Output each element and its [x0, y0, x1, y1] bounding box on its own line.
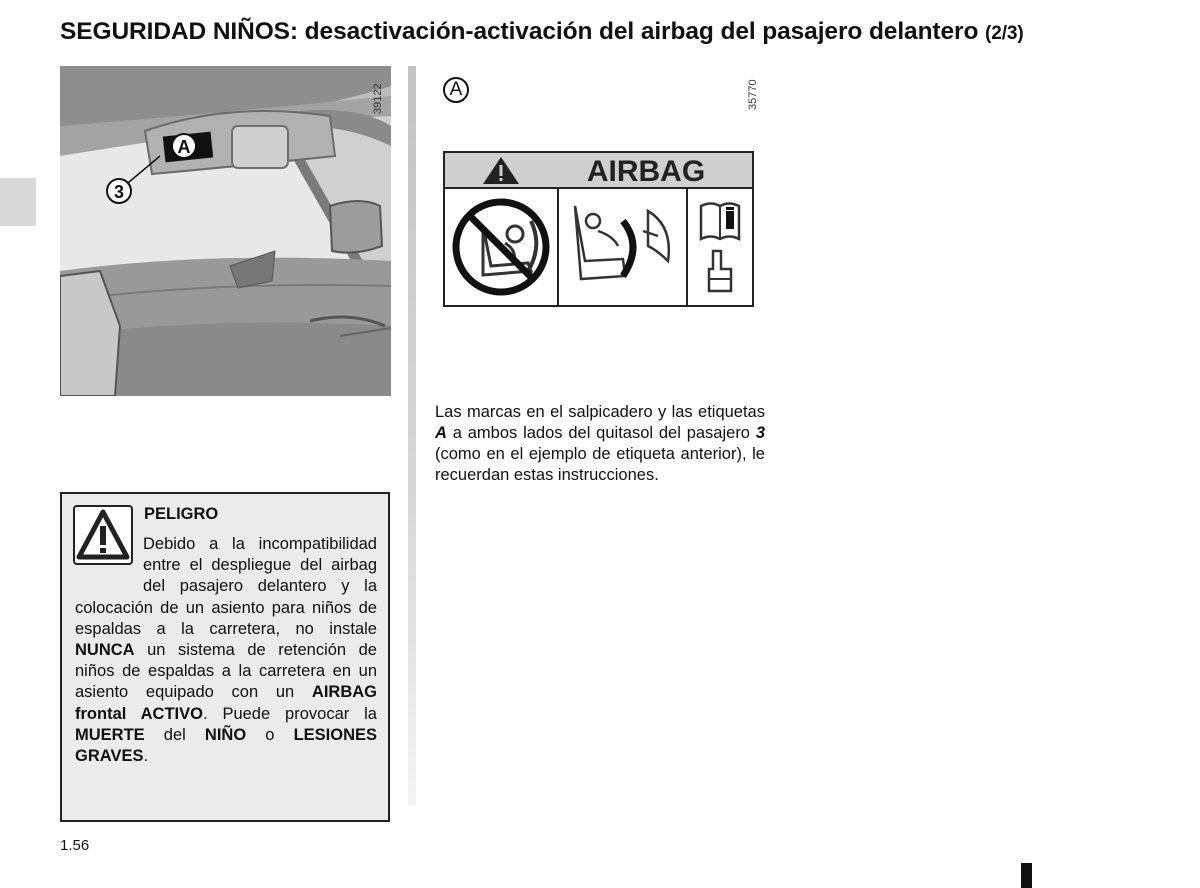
text-run: . Puede provocar la — [202, 704, 377, 723]
airbag-label-text: AIRBAG — [586, 155, 706, 188]
text-run: un sistema de retención de niños de espaldas a la carretera en un asiento equipado con un — [75, 641, 377, 702]
text-run: AIRBAG frontal ACTIVO — [75, 683, 377, 723]
callout-a-label: A — [177, 137, 191, 157]
text-run: a ambos lados del quitasol del pasajero — [446, 424, 756, 442]
airbag-label-description — [435, 402, 765, 486]
page-title-main: SEGURIDAD NIÑOS: desactivación-activación del airbag del pasajero delantero — [60, 18, 979, 45]
no-rear-facing-seat-icon — [456, 202, 546, 292]
text-run: NIÑO — [204, 725, 247, 744]
text-run: o — [246, 725, 294, 744]
text-run: LESIONES GRAVES — [75, 725, 377, 766]
text-run: Debido a la incompatibilidad entre el despliegue del airbag del pasajero delantero y la colocación de un asiento para niños de espaldas a la carretera, no instale — [75, 535, 377, 638]
danger-text — [75, 534, 377, 767]
label-marker-a: A — [443, 77, 469, 103]
danger-warning-box — [60, 492, 390, 822]
chapter-tab — [0, 178, 36, 226]
text-run: (como en el ejemplo de etiqueta anterior), le recuerdan estas instrucciones. — [435, 445, 765, 484]
text-run: 3 — [755, 424, 765, 442]
callout-3-label: 3 — [113, 182, 125, 202]
text-run: NUNCA — [75, 641, 135, 660]
text-run: del — [144, 725, 205, 744]
photo-reference-code: 39122 — [372, 83, 384, 114]
page-title — [60, 18, 1024, 46]
sun-visor-photo — [60, 66, 391, 396]
danger-heading: PELIGRO — [144, 505, 219, 523]
column-divider — [408, 66, 416, 806]
text-run: MUERTE — [75, 725, 145, 744]
airbag-warning-label — [443, 151, 754, 307]
page-edge-marker — [1021, 863, 1032, 888]
page-number: 1.56 — [60, 837, 90, 854]
text-run: A — [435, 424, 447, 442]
page-title-suffix: (2/3) — [985, 23, 1024, 44]
text-run: Las marcas en el salpicadero y las etiquetas — [435, 403, 765, 421]
text-run: . — [143, 747, 149, 766]
label-reference-code: 35770 — [747, 79, 759, 110]
